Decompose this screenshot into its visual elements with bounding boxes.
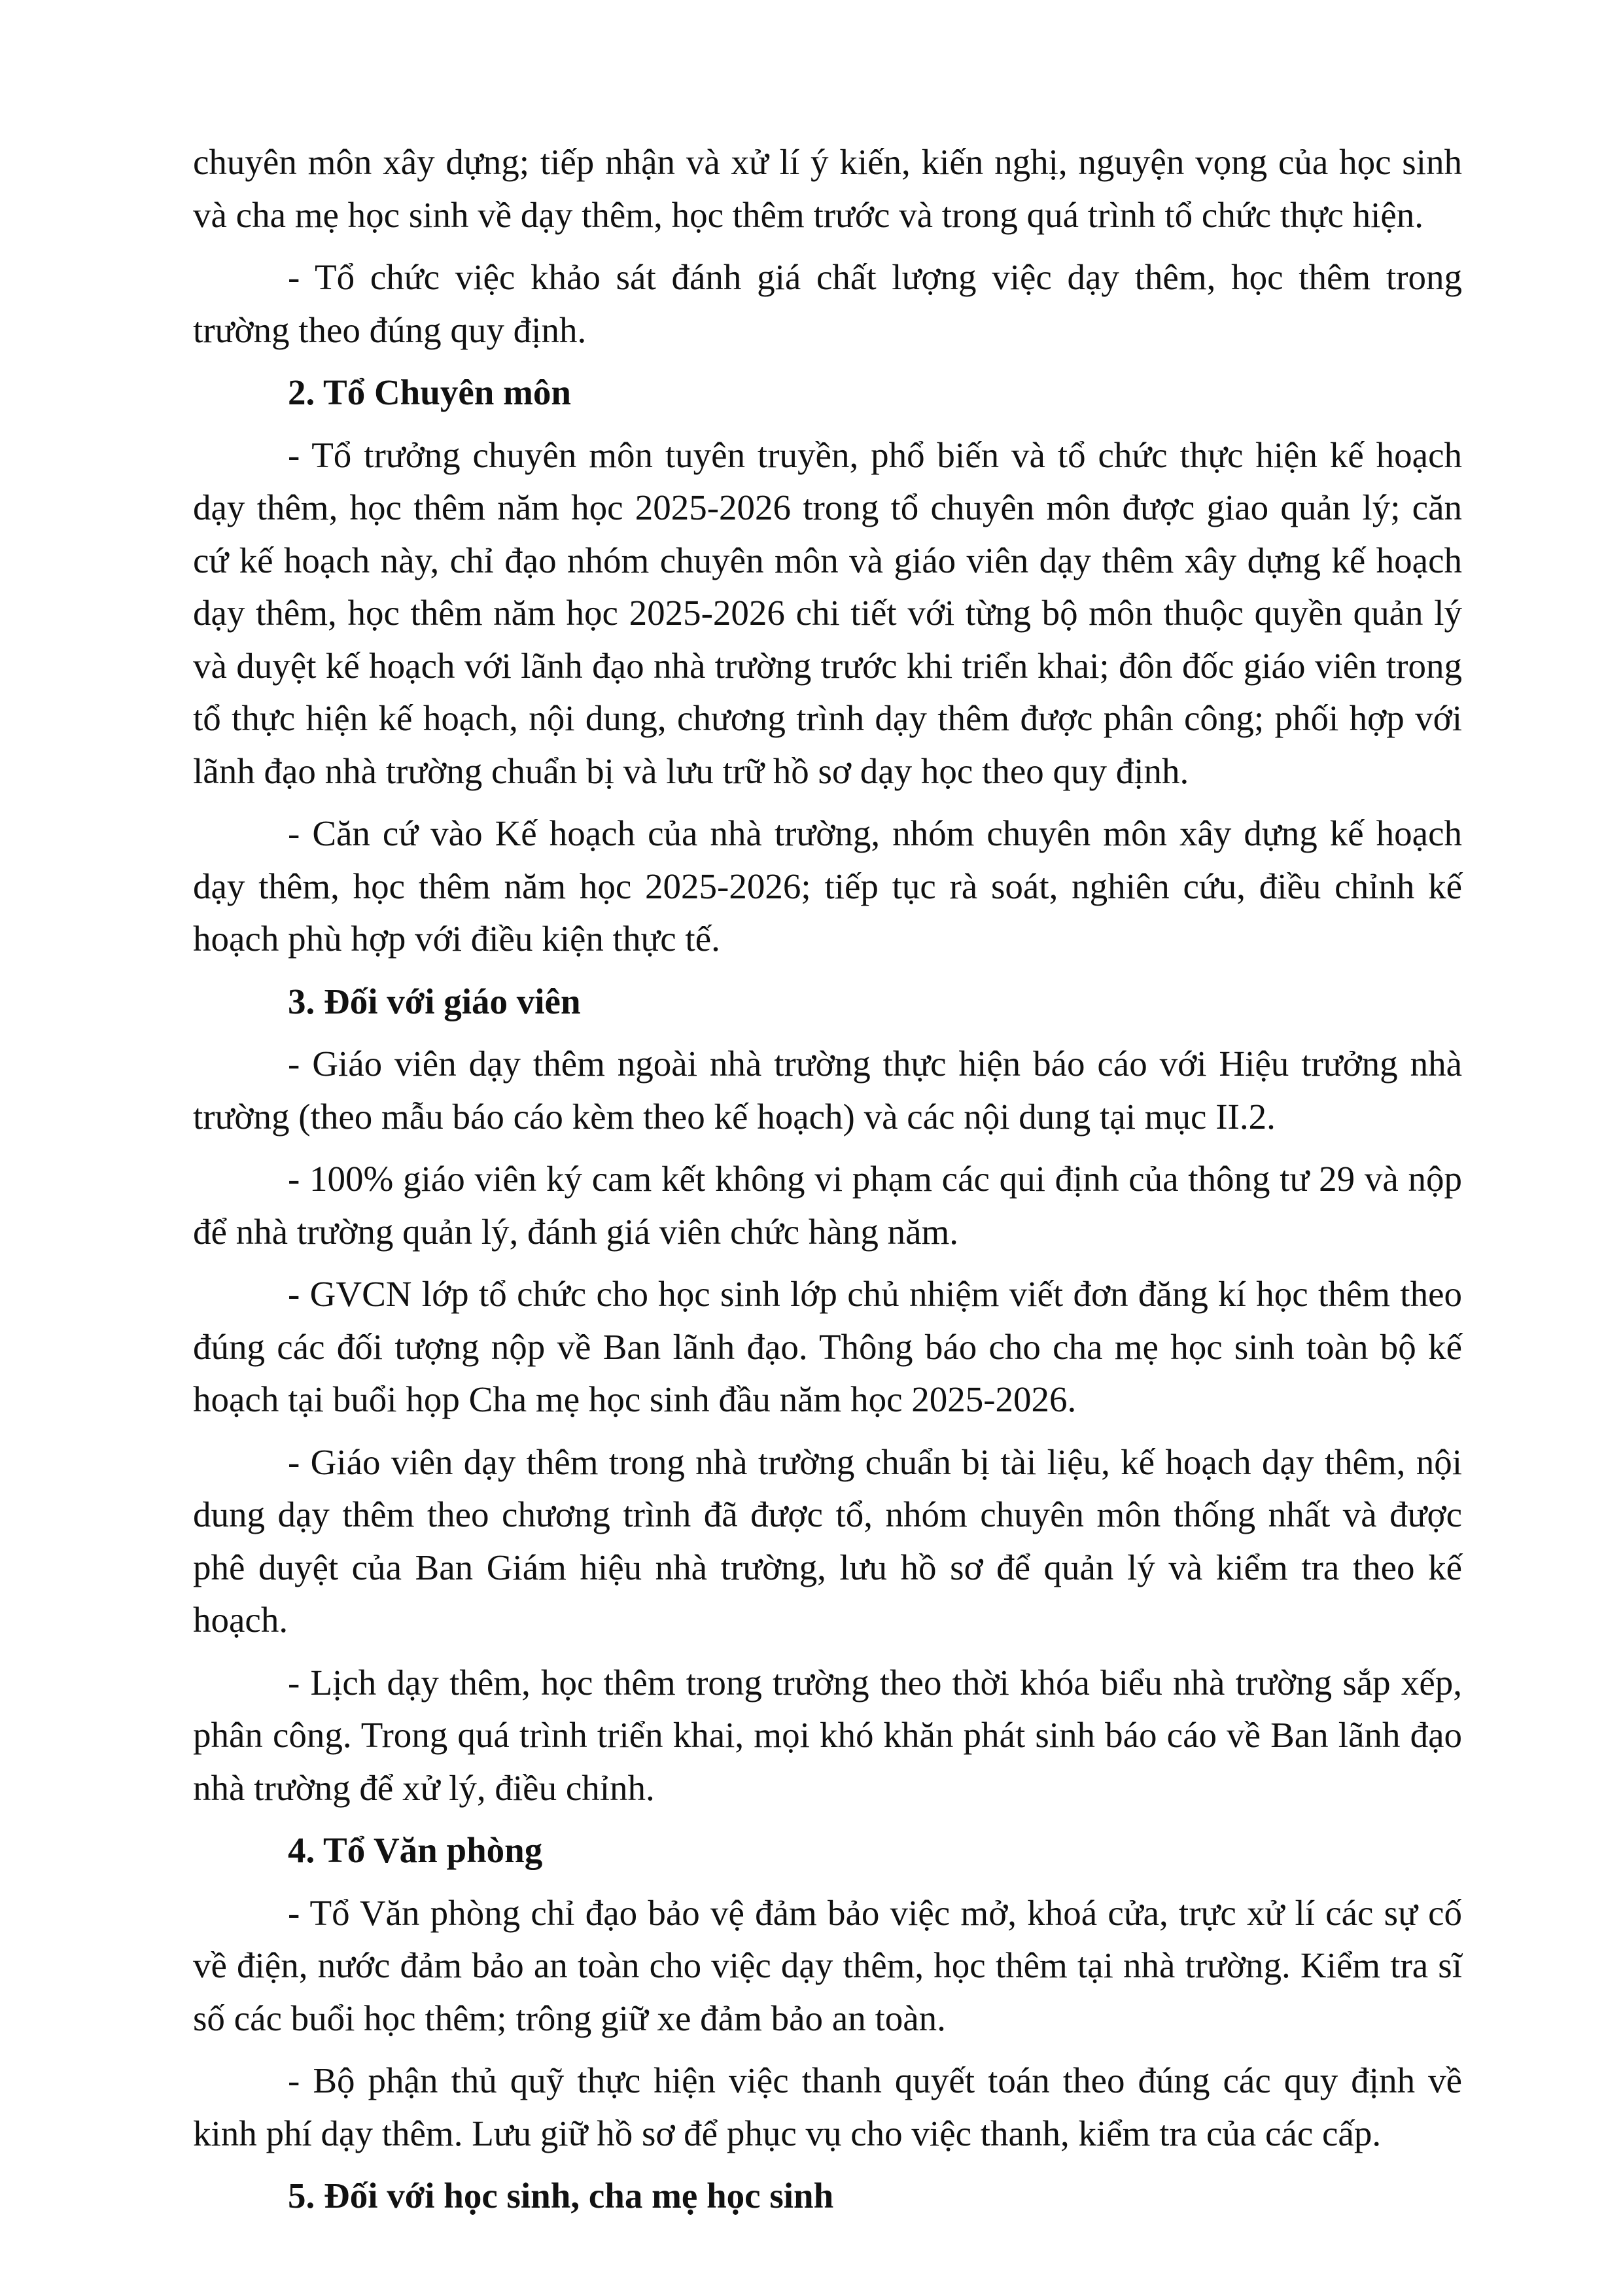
section-heading-2: 2. Tổ Chuyên môn <box>288 372 571 412</box>
paragraph-team-plan: - Căn cứ vào Kế hoạch của nhà trường, nhóm chuyên môn xây dựng kế hoạch dạy thêm, học thêm năm học 2025-2026; tiếp tục rà soát, nghiên cứu, điều chỉnh kế hoạch phù hợp với điều kiện thực tế. <box>193 813 1462 959</box>
paragraph-teacher-commitment: - 100% giáo viên ký cam kết không vi phạm các qui định của thông tư 29 và nộp để nhà trường quản lý, đánh giá viên chức hàng năm. <box>193 1159 1462 1252</box>
paragraph-office: - Tổ Văn phòng chỉ đạo bảo vệ đảm bảo việc mở, khoá cửa, trực xử lí các sự cố về điện, nước đảm bảo an toàn cho việc dạy thêm, học thêm tại nhà trường. Kiểm tra sĩ số các buổi học thêm; trông giữ xe đảm bảo an toàn. <box>193 1892 1462 2038</box>
paragraph-survey: - Tổ chức việc khảo sát đánh giá chất lượng việc dạy thêm, học thêm trong trường theo đúng quy định. <box>193 257 1462 350</box>
section-heading-5: 5. Đối với học sinh, cha mẹ học sinh <box>288 2176 834 2216</box>
paragraph-homeroom: - GVCN lớp tổ chức cho học sinh lớp chủ nhiệm viết đơn đăng kí học thêm theo đúng các đối tượng nộp về Ban lãnh đạo. Thông báo cho cha mẹ học sinh toàn bộ kế hoạch tại buổi họp Cha mẹ học sinh đầu năm học 2025-2026. <box>193 1274 1462 1419</box>
paragraph-continuation: chuyên môn xây dựng; tiếp nhận và xử lí ý kiến, kiến nghị, nguyện vọng của học sinh và cha mẹ học sinh về dạy thêm, học thêm trước và trong quá trình tổ chức thực hiện. <box>193 142 1462 235</box>
section-heading-4: 4. Tổ Văn phòng <box>288 1830 543 1870</box>
document-page <box>193 136 1462 2233</box>
paragraph-schedule: - Lịch dạy thêm, học thêm trong trường theo thời khóa biểu nhà trường sắp xếp, phân công. Trong quá trình triển khai, mọi khó khăn phát sinh báo cáo về Ban lãnh đạo nhà trường để xử lý, điều chỉnh. <box>193 1662 1462 1808</box>
paragraph-treasurer: - Bộ phận thủ quỹ thực hiện việc thanh quyết toán theo đúng các quy định về kinh phí dạy thêm. Lưu giữ hồ sơ để phục vụ cho việc thanh, kiểm tra của các cấp. <box>193 2060 1462 2153</box>
paragraph-teacher-materials: - Giáo viên dạy thêm trong nhà trường chuẩn bị tài liệu, kế hoạch dạy thêm, nội dung dạy thêm theo chương trình đã được tổ, nhóm chuyên môn thống nhất và được phê duyệt của Ban Giám hiệu nhà trường, lưu hồ sơ để quản lý và kiểm tra theo kế hoạch. <box>193 1441 1462 1640</box>
paragraph-teacher-report: - Giáo viên dạy thêm ngoài nhà trường thực hiện báo cáo với Hiệu trưởng nhà trường (theo mẫu báo cáo kèm theo kế hoạch) và các nội dung tại mục II.2. <box>193 1044 1462 1137</box>
paragraph-team-leader: - Tổ trưởng chuyên môn tuyên truyền, phổ biến và tổ chức thực hiện kế hoạch dạy thêm, học thêm năm học 2025-2026 trong tổ chuyên môn được giao quản lý; căn cứ kế hoạch này, chỉ đạo nhóm chuyên môn và giáo viên dạy thêm xây dựng kế hoạch dạy thêm, học thêm năm học 2025-2026 chi tiết với từng bộ môn thuộc quyền quản lý và duyệt kế hoạch với lãnh đạo nhà trường trước khi triển khai; đôn đốc giáo viên trong tổ thực hiện kế hoạch, nội dung, chương trình dạy thêm được phân công; phối hợp với lãnh đạo nhà trường chuẩn bị và lưu trữ hồ sơ dạy học theo quy định. <box>193 434 1462 791</box>
section-heading-3: 3. Đối với giáo viên <box>288 981 581 1021</box>
